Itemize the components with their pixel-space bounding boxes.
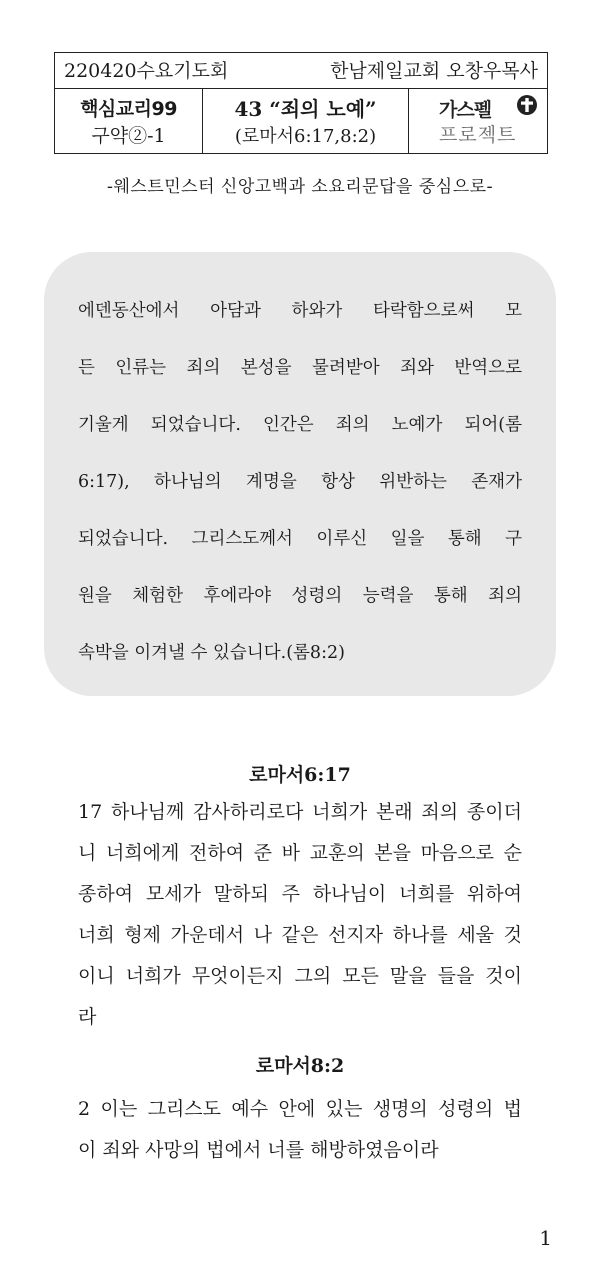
summary-line: 든 인류는 죄의 본성을 물려받아 죄와 반역으로: [78, 358, 522, 378]
verse-line: 2 이는 그리스도 예수 안에 있는 생명의 성령의 법: [78, 1098, 522, 1120]
scripture-reference: (로마서6:17,8:2): [234, 126, 377, 147]
summary-line: 되었습니다. 그리스도께서 이루신 일을 통해 구: [78, 529, 522, 549]
verse-line: 너희 형제 가운데서 나 같은 선지자 하나를 세울 것: [78, 924, 522, 946]
summary-box: [44, 252, 556, 696]
series-cell: [55, 89, 203, 153]
verse-title: 로마서8:2: [255, 1055, 345, 1077]
logo-text-bottom: 프로젝트: [439, 124, 517, 146]
logo-text-top: 가스펠: [439, 99, 492, 121]
verse-line: 니 너희에게 전하여 준 바 교훈의 본을 마음으로 순: [78, 842, 522, 864]
lesson-title: 43 “죄의 노예”: [234, 97, 377, 121]
summary-line: 기울게 되었습니다. 인간은 죄의 노예가 되어(롬: [78, 415, 522, 435]
header-top-row: [55, 53, 547, 89]
logo: [409, 89, 548, 153]
page-number: 1: [539, 1226, 552, 1250]
event-date: 220420수요기도회: [64, 60, 229, 82]
cross-circle-icon: [517, 95, 537, 115]
subtitle: -웨스트민스터 신앙고백과 소요리문답을 중심으로-: [106, 177, 494, 197]
verse-line: 17 하나님께 감사하리로다 너희가 본래 죄의 종이더: [78, 801, 522, 823]
verse-title: 로마서6:17: [249, 764, 351, 786]
verse-line: 이 죄와 사망의 법에서 너를 해방하였음이라: [78, 1139, 439, 1161]
header-table: [54, 52, 548, 154]
series-title: 핵심교리99: [80, 98, 177, 120]
summary-line: 6:17), 하나님의 계명을 항상 위반하는 존재가: [78, 472, 522, 492]
summary-line: 원을 체험한 후에라야 성령의 능력을 통해 죄의: [78, 586, 522, 606]
verse-line: 라: [78, 1006, 97, 1028]
summary-line: 에덴동산에서 아담과 하와가 타락함으로써 모: [78, 301, 522, 321]
church-pastor: 한남제일교회 오창우목사: [330, 60, 538, 82]
series-subtitle: 구약②-1: [91, 125, 166, 147]
header-bottom-row: [55, 89, 547, 153]
summary-line: 속박을 이겨낼 수 있습니다.(롬8:2): [78, 643, 345, 663]
verse-line: 종하여 모세가 말하되 주 하나님이 너희를 위하여: [78, 883, 522, 905]
verse-line: 이니 너희가 무엇이든지 그의 모든 말을 들을 것이: [78, 965, 522, 987]
lesson-cell: [203, 89, 409, 153]
